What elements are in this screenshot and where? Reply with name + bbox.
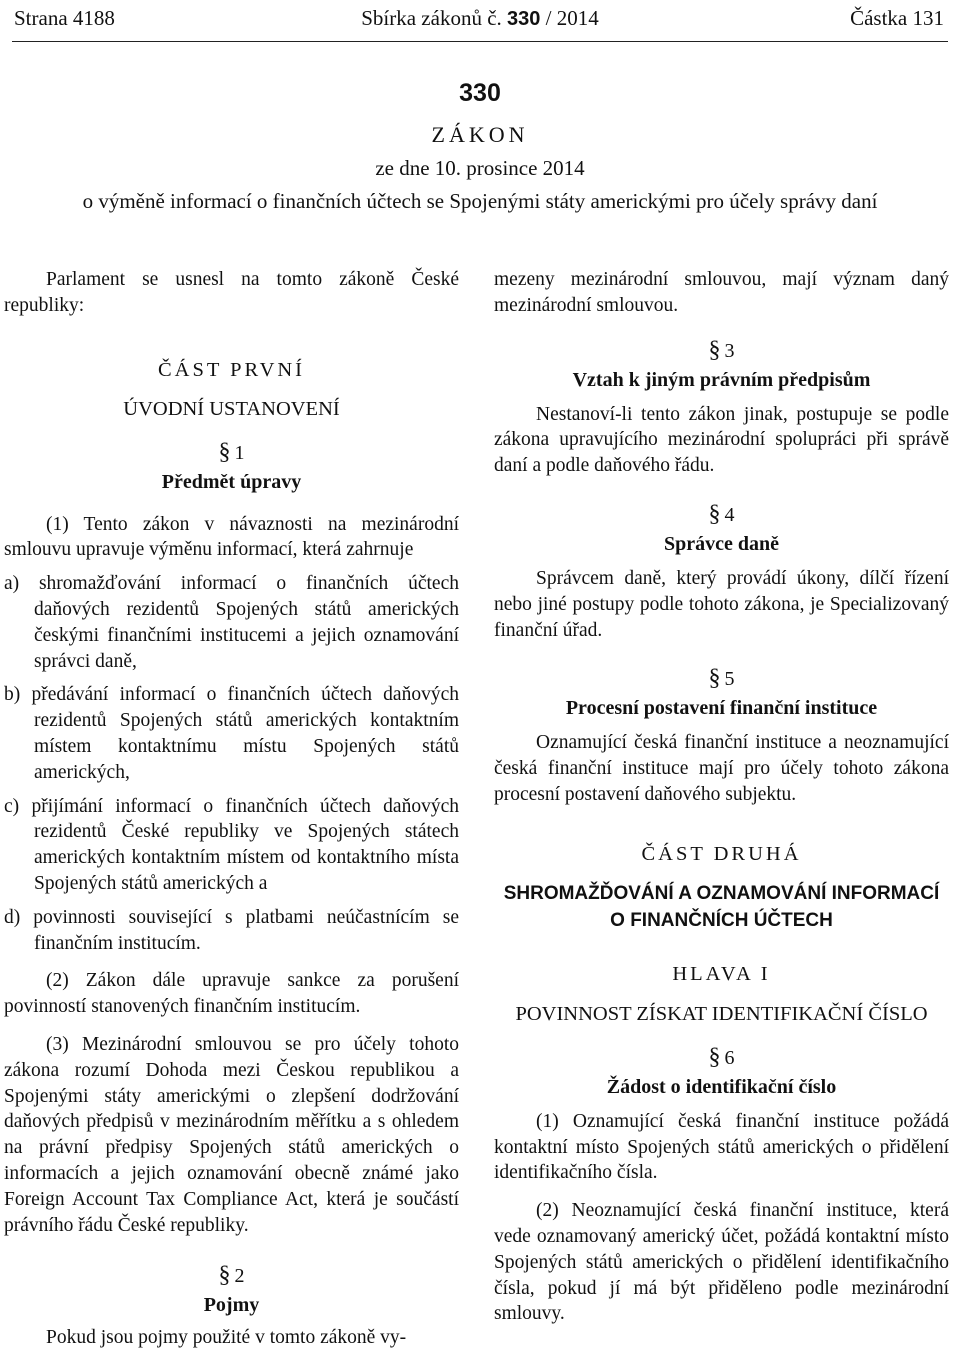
section-6-para-2: (2) Neoznamující česká finanční instituce, která vede oznamovaný americký účet, požádá kontaktní místo Spojených států amerických o přidělení identifikačního čísla, pokud jí má být přiděleno podle mezinárodní smlouvy. [494,1200,949,1325]
section-sign-icon: § [708,1043,721,1070]
section-4-number [494,501,949,529]
law-name: o výměně informací o finančních účtech se Spojenými státy americkými pro účely správy daní [82,189,878,213]
section-2-title: Pojmy [203,1294,260,1317]
section-3-title: Vztah k jiným právním předpisům [572,368,871,391]
section-1-item-b: b) předávání informací o finančních účtech daňových rezidentů Spojených států amerických kontaktním místem kontaktnímu místu Spojených států amerických, [4,684,459,783]
section-1-item-c: c) přijímání informací o finančních účtech daňových rezidentů České republiky ve Spojených státech amerických kontaktním místem od kontaktního místa Spojených států amerických a [4,795,459,894]
collection-year: / 2014 [545,6,599,30]
section-2-digit: 2 [234,1265,245,1288]
section-1-para-2: (2) Zákon dále upravuje sankce za porušení povinností stanovených finančním institucím. [4,970,459,1018]
section-3-text: Nestanoví-li tento zákon jinak, postupuje se podle zákona upravujícího mezinárodní spolupráci při správě daní a podle daňového řádu. [494,403,949,477]
section-1-digit: 1 [234,441,245,464]
section-5-digit: 5 [724,668,735,691]
part1-label: ČÁST PRVNÍ [157,358,306,381]
section-sign-icon: § [708,665,721,692]
page-number: Strana 4188 [14,6,115,30]
collection-prefix: Sbírka zákonů č. [361,6,502,30]
section-1-para-1: (1) Tento zákon v návaznosti na mezinárodní smlouvu upravuje výměnu informací, která zahrnuje [4,513,459,561]
section-1-item-a: a) shromažďování informací o finančních účtech daňových rezidentů Spojených států amerických českými finančními institucemi a jejich oznamování správci daně, [4,573,459,672]
section-4-text: Správcem daně, který provádí úkony, dílčí řízení nebo jiné postupy podle tohoto zákona, je Specializovaný finanční úřad. [494,567,949,641]
section-1-para-3: (3) Mezinárodní smlouvou se pro účely tohoto zákona rozumí Dohoda mezi Českou republikou a Spojenými státy americkými o zlepšení dodržování daňových předpisů v mezinárodním měřítku a s ohledem na právní předpisy Spojených států amerických o informacích a jejich oznamování obecně známé jako Foreign Account Tax Compliance Act, která je součástí právního řádu České republiky. [4,1033,459,1236]
page-header [0,0,960,42]
head1-label: HLAVA I [672,962,771,985]
section-5-text: Oznamující česká finanční instituce a neoznamující česká finanční instituce mají pro účely tohoto zákona procesní postavení daňového subjektu. [494,732,949,805]
head1-title: POVINNOST ZÍSKAT IDENTIFIKAČNÍ ČÍSLO [515,1002,928,1025]
section-sign-icon: § [218,438,231,465]
left-column [4,267,459,1351]
section-6-number [494,1044,949,1072]
section-sign-icon: § [218,1262,231,1289]
section-4-title: Správce daně [664,532,779,555]
law-number: 330 [459,79,501,107]
part2-title: SHROMAŽĎOVÁNÍ A OZNAMOVÁNÍ INFORMACÍ O FINANČNÍCH ÚČTECH [503,882,940,931]
section-1-item-d: d) povinnosti související s platbami neúčastnícím se finančním institucím. [4,906,459,954]
collection-reference [0,4,960,33]
section-2-number [4,1262,459,1290]
law-title-block [0,78,960,215]
law-kind: ZÁKON [431,122,529,147]
section-5-title: Procesní postavení finanční instituce [565,697,878,720]
section-3-number [494,337,949,365]
issue-number: Částka 131 [850,6,944,30]
law-date: ze dne 10. prosince 2014 [375,156,585,180]
section-1-number [4,439,459,467]
part1-title: ÚVODNÍ USTANOVENÍ [123,397,340,420]
section-5-number [494,665,949,693]
preamble: Parlament se usnesl na tomto zákoně České republiky: [4,269,459,316]
section-6-title: Žádost o identifikační číslo [606,1075,837,1098]
section-6-digit: 6 [724,1046,735,1069]
section-3-digit: 3 [724,339,735,362]
header-rule [12,41,948,42]
section-4-digit: 4 [724,503,735,526]
collection-number: 330 [507,8,541,30]
part2-label: ČÁST DRUHÁ [641,842,802,865]
section-sign-icon: § [708,500,721,527]
section-6-para-1: (1) Oznamující česká finanční instituce požádá kontaktní místo Spojených států amerických o přidělení identifikačního čísla. [494,1110,949,1184]
section-1-title: Předmět úpravy [161,470,302,493]
section-2-continued: mezeny mezinárodní smlouvou, mají význam daný mezinárodní smlouvou. [494,269,949,316]
right-column [494,267,949,1327]
section-2-text: Pokud jsou pojmy použité v tomto zákoně vy- [46,1327,407,1349]
section-sign-icon: § [708,336,721,363]
